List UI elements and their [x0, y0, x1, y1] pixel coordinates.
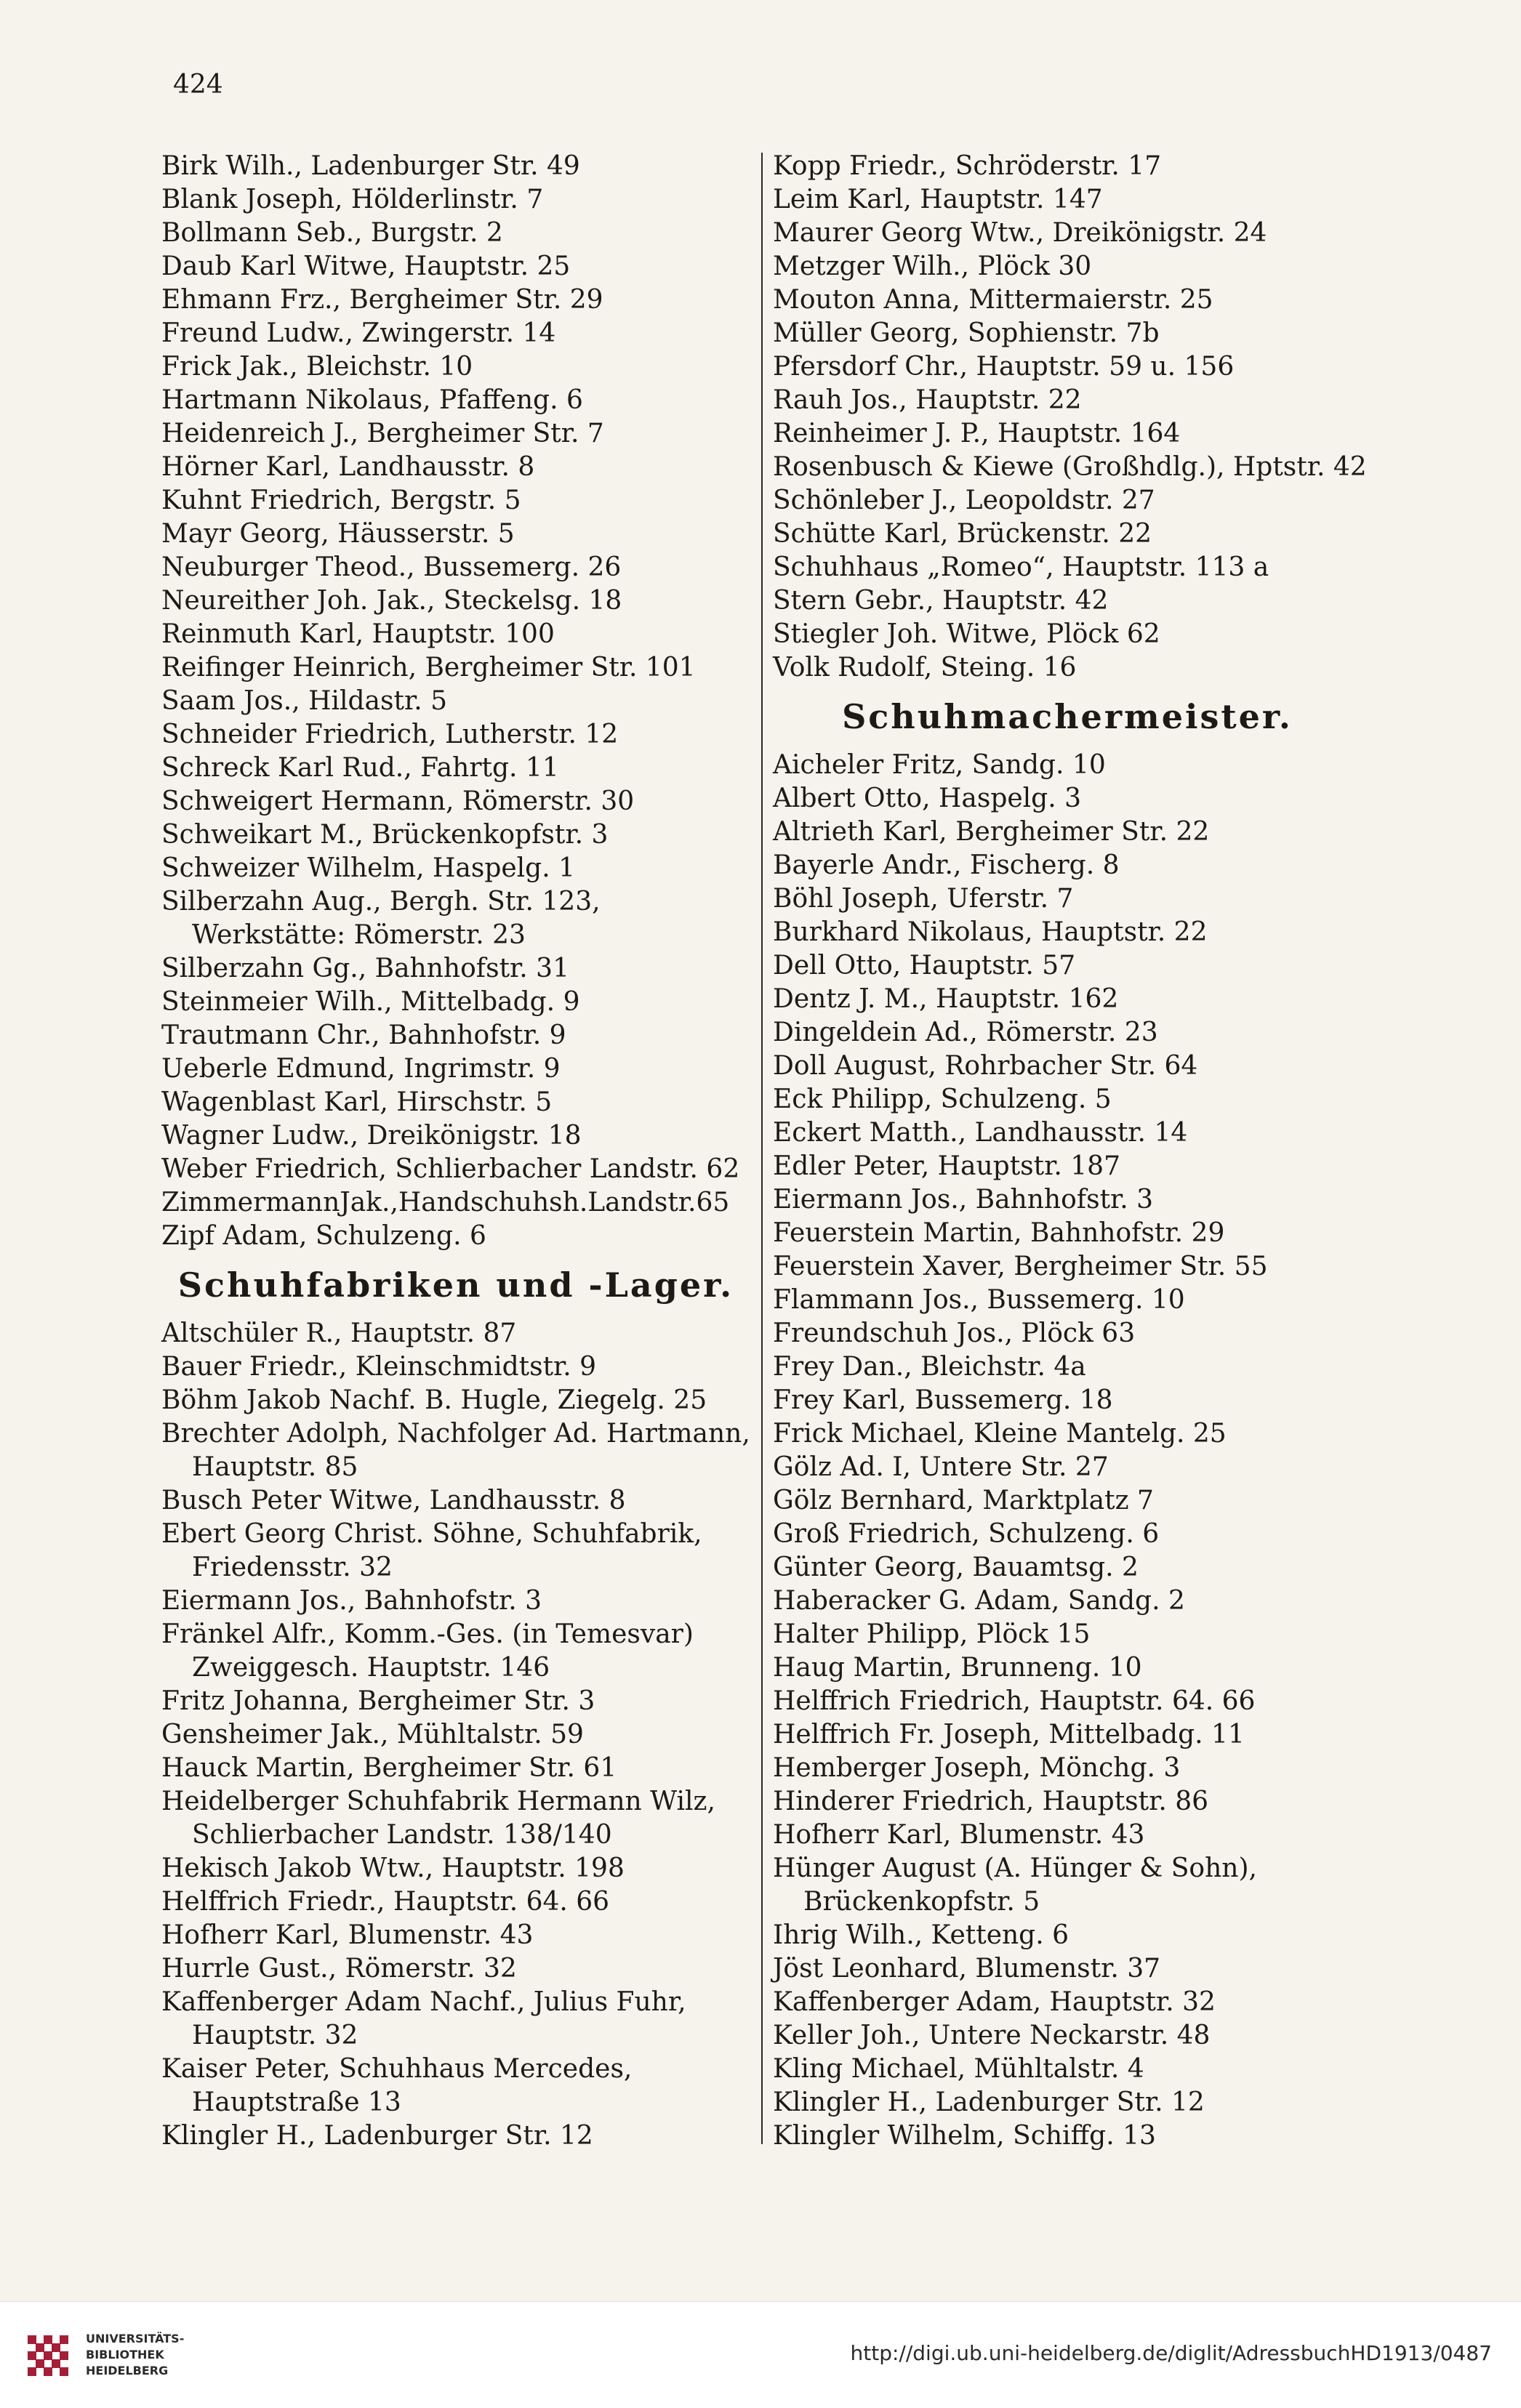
- directory-entry: Klingler Wilhelm, Schiffg. 13: [773, 2121, 1156, 2151]
- directory-entry: Schuhhaus „Romeo“, Hauptstr. 113 a: [773, 552, 1269, 582]
- directory-entry: Stiegler Joh. Witwe, Plöck 62: [773, 619, 1160, 649]
- directory-entry: ZimmermannJak.,Handschuhsh.Landstr.65: [161, 1188, 730, 1217]
- directory-entry: Aicheler Fritz, Sandg. 10: [773, 750, 1106, 780]
- directory-entry: Ehmann Frz., Bergheimer Str. 29: [161, 285, 603, 315]
- directory-entry: Wagenblast Karl, Hirschstr. 5: [161, 1087, 553, 1117]
- directory-entry: Reinheimer J. P., Hauptstr. 164: [773, 419, 1181, 448]
- directory-entry: Helffrich Friedrich, Hauptstr. 64. 66: [773, 1686, 1256, 1716]
- directory-entry: Steinmeier Wilh., Mittelbadg. 9: [161, 987, 580, 1017]
- directory-entry: Doll August, Rohrbacher Str. 64: [773, 1051, 1198, 1081]
- column-divider: [761, 153, 763, 2144]
- directory-entry: Schweigert Hermann, Römerstr. 30: [161, 786, 635, 816]
- directory-entry: Bauer Friedr., Kleinschmidtstr. 9: [161, 1352, 597, 1382]
- directory-entry: Groß Friedrich, Schulzeng. 6: [773, 1519, 1160, 1549]
- directory-entry: Neuburger Theod., Bussemerg. 26: [161, 552, 622, 582]
- directory-entry: Altrieth Karl, Bergheimer Str. 22: [773, 817, 1210, 847]
- directory-entry: Rosenbusch & Kiewe (Großhdlg.), Hptstr. 42: [773, 452, 1367, 482]
- directory-entry: Rauh Jos., Hauptstr. 22: [773, 385, 1082, 415]
- directory-entry: Freund Ludw., Zwingerstr. 14: [161, 318, 556, 348]
- directory-entry: Schneider Friedrich, Lutherstr. 12: [161, 720, 619, 749]
- directory-entry: Ueberle Edmund, Ingrimstr. 9: [161, 1054, 561, 1084]
- directory-entry: Ebert Georg Christ. Söhne, Schuhfabrik, Friedensstr. 32: [161, 1519, 702, 1582]
- directory-entry: Böhm Jakob Nachf. B. Hugle, Ziegelg. 25: [161, 1385, 707, 1415]
- library-name-line: BIBLIOTHEK: [86, 2348, 164, 2361]
- directory-entry: Neureither Joh. Jak., Steckelsg. 18: [161, 586, 622, 616]
- directory-entry: Kaffenberger Adam, Hauptstr. 32: [773, 1987, 1216, 2017]
- directory-entry: Dingeldein Ad., Römerstr. 23: [773, 1018, 1158, 1047]
- directory-entry: Schütte Karl, Brückenstr. 22: [773, 519, 1152, 549]
- directory-entry: Silberzahn Aug., Bergh. Str. 123, Werkstätte: Römerstr. 23: [161, 887, 601, 950]
- directory-entry: Helffrich Friedr., Hauptstr. 64. 66: [161, 1887, 610, 1917]
- directory-entry: Altschüler R., Hauptstr. 87: [161, 1318, 517, 1348]
- directory-entry: Edler Peter, Hauptstr. 187: [773, 1151, 1120, 1181]
- directory-entry: Maurer Georg Wtw., Dreikönigstr. 24: [773, 218, 1267, 248]
- directory-entry: Hemberger Joseph, Mönchg. 3: [773, 1753, 1181, 1783]
- directory-entry: Volk Rudolf, Steing. 16: [773, 653, 1077, 682]
- directory-entry: Stern Gebr., Hauptstr. 42: [773, 586, 1109, 616]
- directory-entry: Saam Jos., Hildastr. 5: [161, 686, 447, 716]
- directory-entry: Busch Peter Witwe, Landhausstr. 8: [161, 1486, 626, 1515]
- directory-entry: Haberacker G. Adam, Sandg. 2: [773, 1586, 1185, 1616]
- directory-entry: Kling Michael, Mühltalstr. 4: [773, 2054, 1144, 2084]
- directory-entry: Gölz Ad. I, Untere Str. 27: [773, 1452, 1109, 1482]
- directory-entry: Klingler H., Ladenburger Str. 12: [161, 2121, 593, 2151]
- directory-entry: Burkhard Nikolaus, Hauptstr. 22: [773, 917, 1208, 947]
- directory-entry: Böhl Joseph, Uferstr. 7: [773, 884, 1074, 914]
- directory-entry: Schreck Karl Rud., Fahrtg. 11: [161, 753, 559, 783]
- directory-entry: Silberzahn Gg., Bahnhofstr. 31: [161, 954, 569, 983]
- directory-entry: Helffrich Fr. Joseph, Mittelbadg. 11: [773, 1720, 1245, 1749]
- directory-entry: Haug Martin, Brunneng. 10: [773, 1653, 1142, 1683]
- source-url[interactable]: http://digi.ub.uni-heidelberg.de/diglit/AdressbuchHD1913/0487: [850, 2341, 1492, 2365]
- directory-entry: Eiermann Jos., Bahnhofstr. 3: [161, 1586, 542, 1616]
- directory-entry: Albert Otto, Haspelg. 3: [773, 784, 1082, 813]
- directory-entry: Mayr Georg, Häusserstr. 5: [161, 519, 515, 549]
- directory-entry: Hofherr Karl, Blumenstr. 43: [161, 1920, 534, 1950]
- directory-entry: Keller Joh., Untere Neckarstr. 48: [773, 2021, 1211, 2050]
- library-name-line: UNIVERSITÄTS-: [86, 2332, 185, 2345]
- section-heading: Schuhfabriken und -Lager.: [177, 1265, 734, 1305]
- directory-entry: Blank Joseph, Hölderlinstr. 7: [161, 185, 544, 214]
- directory-entry: Trautmann Chr., Bahnhofstr. 9: [161, 1020, 566, 1050]
- directory-entry: Kuhnt Friedrich, Bergstr. 5: [161, 486, 521, 515]
- university-library-seal-icon: [25, 2332, 71, 2379]
- directory-entry: Feuerstein Martin, Bahnhofstr. 29: [773, 1218, 1225, 1248]
- directory-entry: Fritz Johanna, Bergheimer Str. 3: [161, 1686, 595, 1716]
- directory-entry: Heidenreich J., Bergheimer Str. 7: [161, 419, 604, 448]
- library-name: [86, 2331, 184, 2379]
- directory-entry: Halter Philipp, Plöck 15: [773, 1619, 1091, 1649]
- directory-entry: Bollmann Seb., Burgstr. 2: [161, 218, 503, 248]
- section-heading: Schuhmachermeister.: [842, 697, 1293, 736]
- directory-entry: Wagner Ludw., Dreikönigstr. 18: [161, 1121, 582, 1151]
- right-column: [773, 150, 1367, 2153]
- directory-entry: Flammann Jos., Bussemerg. 10: [773, 1285, 1185, 1315]
- directory-entry: Hekisch Jakob Wtw., Hauptstr. 198: [161, 1853, 625, 1883]
- directory-entry: Jöst Leonhard, Blumenstr. 37: [773, 1954, 1161, 1984]
- directory-entry: Weber Friedrich, Schlierbacher Landstr. 62: [161, 1154, 740, 1184]
- directory-entry: Hofherr Karl, Blumenstr. 43: [773, 1820, 1145, 1850]
- directory-entry: Dentz J. M., Hauptstr. 162: [773, 984, 1119, 1014]
- directory-entry: Birk Wilh., Ladenburger Str. 49: [161, 151, 580, 181]
- directory-entry: Schweizer Wilhelm, Haspelg. 1: [161, 853, 576, 883]
- directory-entry: Kaiser Peter, Schuhhaus Mercedes, Hauptstraße 13: [161, 2054, 633, 2117]
- directory-entry: Kopp Friedr., Schröderstr. 17: [773, 151, 1162, 181]
- directory-entry: Frey Dan., Bleichstr. 4a: [773, 1352, 1086, 1382]
- left-column: [161, 150, 750, 2153]
- viewer-footer: [0, 2301, 1521, 2408]
- directory-entry: Schönleber J., Leopoldstr. 27: [773, 486, 1155, 515]
- directory-entry: Brechter Adolph, Nachfolger Ad. Hartmann, Hauptstr. 85: [161, 1419, 750, 1482]
- directory-entry: Hünger August (A. Hünger & Sohn), Brückenkopfstr. 5: [773, 1853, 1257, 1917]
- directory-entry: Kaffenberger Adam Nachf., Julius Fuhr, Hauptstr. 32: [161, 1987, 686, 2050]
- directory-entry: Hinderer Friedrich, Hauptstr. 86: [773, 1787, 1209, 1816]
- directory-entry: Frick Michael, Kleine Mantelg. 25: [773, 1419, 1227, 1449]
- page-number: 424: [173, 70, 223, 100]
- directory-entry: Gölz Bernhard, Marktplatz 7: [773, 1486, 1154, 1515]
- directory-entry: Eckert Matth., Landhausstr. 14: [773, 1118, 1188, 1148]
- directory-entry: Daub Karl Witwe, Hauptstr. 25: [161, 251, 571, 281]
- directory-entry: Hurrle Gust., Römerstr. 32: [161, 1954, 517, 1984]
- directory-entry: Eck Philipp, Schulzeng. 5: [773, 1084, 1112, 1114]
- directory-entry: Hauck Martin, Bergheimer Str. 61: [161, 1753, 617, 1783]
- directory-entry: Eiermann Jos., Bahnhofstr. 3: [773, 1185, 1154, 1215]
- directory-entry: Mouton Anna, Mittermaierstr. 25: [773, 285, 1213, 315]
- directory-entry: Frick Jak., Bleichstr. 10: [161, 352, 473, 382]
- directory-entry: Zipf Adam, Schulzeng. 6: [161, 1221, 486, 1251]
- directory-entry: Metzger Wilh., Plöck 30: [773, 251, 1092, 281]
- directory-entry: Hörner Karl, Landhausstr. 8: [161, 452, 535, 482]
- directory-entry: Fränkel Alfr., Komm.-Ges. (in Temesvar) Zweiggesch. Hauptstr. 146: [161, 1619, 694, 1683]
- directory-entry: Hartmann Nikolaus, Pfaffeng. 6: [161, 385, 583, 415]
- directory-entry: Dell Otto, Hauptstr. 57: [773, 951, 1076, 980]
- directory-entry: Freundschuh Jos., Plöck 63: [773, 1318, 1136, 1348]
- directory-entry: Reinmuth Karl, Hauptstr. 100: [161, 619, 555, 649]
- library-name-line: HEIDELBERG: [86, 2364, 169, 2377]
- directory-entry: Günter Georg, Bauamtsg. 2: [773, 1553, 1139, 1582]
- directory-entry: Ihrig Wilh., Ketteng. 6: [773, 1920, 1069, 1950]
- directory-entry: Bayerle Andr., Fischerg. 8: [773, 850, 1120, 880]
- directory-entry: Leim Karl, Hauptstr. 147: [773, 185, 1103, 214]
- directory-entry: Frey Karl, Bussemerg. 18: [773, 1385, 1113, 1415]
- directory-entry: Schweikart M., Brückenkopfstr. 3: [161, 820, 609, 850]
- directory-entry: Feuerstein Xaver, Bergheimer Str. 55: [773, 1252, 1268, 1281]
- directory-entry: Reifinger Heinrich, Bergheimer Str. 101: [161, 653, 696, 682]
- directory-entry: Gensheimer Jak., Mühltalstr. 59: [161, 1720, 584, 1749]
- directory-entry: Pfersdorf Chr., Hauptstr. 59 u. 156: [773, 352, 1235, 382]
- directory-entry: Heidelberger Schuhfabrik Hermann Wilz, Schlierbacher Landstr. 138/140: [161, 1787, 715, 1850]
- directory-entry: Müller Georg, Sophienstr. 7b: [773, 318, 1160, 348]
- directory-entry: Klingler H., Ladenburger Str. 12: [773, 2087, 1205, 2117]
